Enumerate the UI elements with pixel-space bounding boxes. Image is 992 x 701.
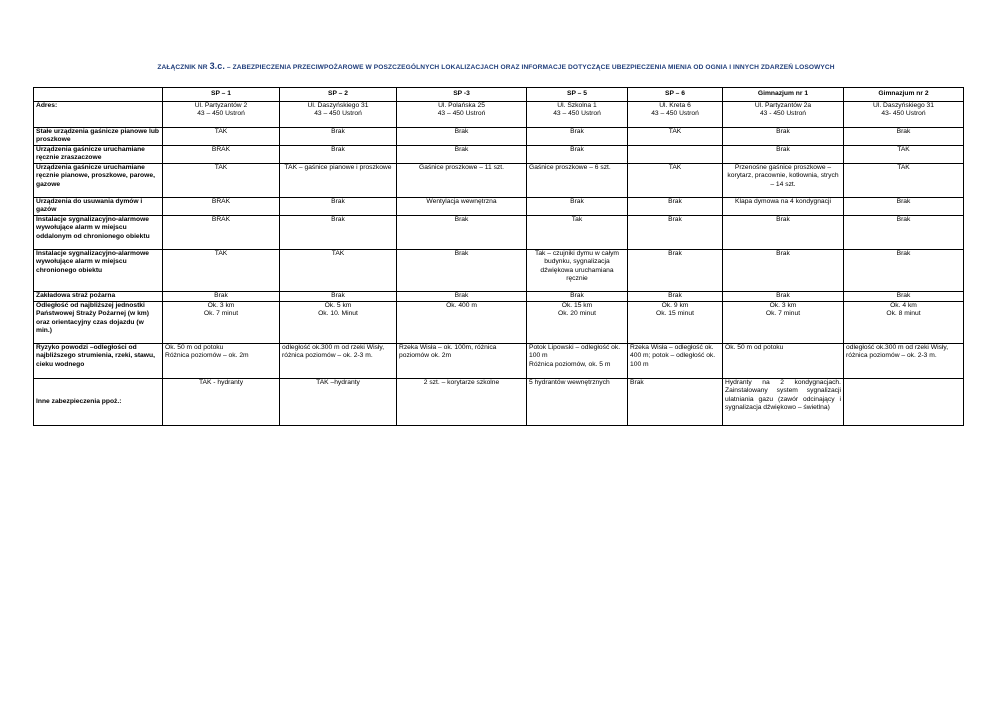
table-cell (844, 379, 964, 426)
table-cell: Brak (527, 198, 628, 216)
table-cell: BRAK (163, 198, 280, 216)
row-label: Zakładowa straż pożarna (34, 292, 163, 302)
title-number: 3.c. (209, 61, 225, 71)
row-label: Urządzenia gaśnicze uruchamiane ręcznie zraszaczowe (34, 146, 163, 164)
table-cell: Brak (397, 292, 527, 302)
table-cell: Przenośne gaśnice proszkowe – korytarz, pracownie, kotłownia, strych – 14 szt. (723, 164, 844, 198)
address-row (34, 102, 964, 128)
table-cell: Brak (844, 216, 964, 250)
table-cell: Brak (723, 146, 844, 164)
address-cell: Ul. Kreta 6 43 – 450 Ustroń (628, 102, 723, 128)
col-sp3: SP -3 (397, 88, 527, 102)
address-cell: Ul. Daszyńskiego 31 43 – 450 Ustroń (280, 102, 397, 128)
table-row (34, 164, 964, 198)
table-cell: TAK (844, 164, 964, 198)
page-title (0, 61, 992, 71)
table-cell: Rzeka Wisła – odległość ok. 400 m; potok – odległość ok. 100 m (628, 344, 723, 379)
table-cell: Brak (844, 198, 964, 216)
table-row (34, 146, 964, 164)
table-cell: Brak (280, 216, 397, 250)
row-label: Adres: (34, 102, 163, 128)
table-cell: Ok. 50 m od potoku Różnica poziomów – ok. 2m (163, 344, 280, 379)
table-cell: Brak (527, 128, 628, 146)
table-cell: Rzeka Wisła – ok. 100m, różnica poziomów ok. 2m (397, 344, 527, 379)
table-row (34, 302, 964, 344)
table-cell: Ok. 4 km Ok. 8 minut (844, 302, 964, 344)
table-cell: odległość ok.300 m od rzeki Wisły, różnica poziomów – ok. 2-3 m. (280, 344, 397, 379)
col-sp6: SP – 6 (628, 88, 723, 102)
table-cell: 2 szt. – korytarze szkolne (397, 379, 527, 426)
table-cell: Gaśnice proszkowe – 11 szt. (397, 164, 527, 198)
table-cell: TAK (163, 250, 280, 292)
table-cell: Hydranty na 2 kondygnacjach. Zainstalowany system sygnalizacji ulatniania gazu (zawór odcinający i sygnalizacja dźwiękowo – świetlna) (723, 379, 844, 426)
table-cell: Brak (628, 198, 723, 216)
table-cell: Ok. 15 km Ok. 20 minut (527, 302, 628, 344)
table-cell: Potok Lipowski – odległość ok. 100 m Różnica poziomów, ok. 5 m (527, 344, 628, 379)
header-row (34, 88, 964, 102)
table-cell: Ok. 5 km Ok. 10. Minut (280, 302, 397, 344)
table-cell: 5 hydrantów wewnętrznych (527, 379, 628, 426)
address-cell: Ul. Daszyńskiego 31 43- 450 Ustroń (844, 102, 964, 128)
row-label: Stałe urządzenia gaśnicze pianowe lub proszkowe (34, 128, 163, 146)
table-cell: Ok. 3 km Ok. 7 minut (163, 302, 280, 344)
table-cell: Brak (723, 292, 844, 302)
title-prefix: ZAŁĄCZNIK NR (157, 64, 210, 71)
table-row (34, 292, 964, 302)
table-cell: Brak (397, 128, 527, 146)
table-row (34, 198, 964, 216)
table-row (34, 379, 964, 426)
table-cell: TAK –hydranty (280, 379, 397, 426)
table-cell: odległość ok.300 m od rzeki Wisły, różnica poziomów – ok. 2-3 m. (844, 344, 964, 379)
address-cell: Ul. Szkolna 1 43 – 450 Ustroń (527, 102, 628, 128)
table-cell: Brak (397, 250, 527, 292)
table-cell: TAK (628, 128, 723, 146)
row-label: Ryzyko powodzi –odległości od najbliższego strumienia, rzeki, stawu, cieku wodnego (34, 344, 163, 379)
table-cell: Klapa dymowa na 4 kondygnacji (723, 198, 844, 216)
address-cell: Ul. Polańska 25 43 – 450 Ustroń (397, 102, 527, 128)
table-cell: Brak (628, 292, 723, 302)
row-label: Odległość od najbliższej jednostki Państwowej Straży Pożarnej (w km) oraz orientacyjny czas dojazdu (w min.) (34, 302, 163, 344)
table-cell: Brak (628, 250, 723, 292)
table-cell: TAK (163, 164, 280, 198)
row-label: Urządzenia do usuwania dymów i gazów (34, 198, 163, 216)
col-gim1: Gimnazjum nr 1 (723, 88, 844, 102)
header-empty (34, 88, 163, 102)
table-cell: Tak – czujniki dymu w całym budynku, sygnalizacja dźwiękowa uruchamiana ręcznie (527, 250, 628, 292)
table-cell: Brak (723, 128, 844, 146)
address-cell: Ul. Partyzantów 2 43 – 450 Ustroń (163, 102, 280, 128)
row-label: Instalacje sygnalizacyjno-alarmowe wywołujące alarm w miejscu oddalonym od chronionego obiektu (34, 216, 163, 250)
fire-protection-table (33, 87, 964, 426)
table-cell: BRAK (163, 216, 280, 250)
table-cell: Brak (723, 250, 844, 292)
row-label: Instalacje sygnalizacyjno-alarmowe wywołujące alarm w miejscu chronionego obiektu (34, 250, 163, 292)
col-gim2: Gimnazjum nr 2 (844, 88, 964, 102)
table-cell: Ok. 400 m (397, 302, 527, 344)
col-sp1: SP – 1 (163, 88, 280, 102)
row-label: Inne zabezpieczenia ppoż.: (34, 379, 163, 426)
table-cell: Brak (163, 292, 280, 302)
col-sp2: SP – 2 (280, 88, 397, 102)
table-cell: TAK (163, 128, 280, 146)
table-cell: Brak (280, 292, 397, 302)
table-cell: Brak (280, 128, 397, 146)
table-cell: TAK (844, 146, 964, 164)
table-cell: TAK - hydranty (163, 379, 280, 426)
table-row (34, 128, 964, 146)
table-cell: TAK – gaśnice pianowe i proszkowe (280, 164, 397, 198)
table-cell: TAK (628, 164, 723, 198)
table-cell: Brak (397, 216, 527, 250)
table-cell (628, 146, 723, 164)
table-cell: Brak (844, 292, 964, 302)
table-cell: Brak (628, 379, 723, 426)
table-row (34, 216, 964, 250)
table-cell: BRAK (163, 146, 280, 164)
table-cell: Brak (723, 216, 844, 250)
table-row (34, 344, 964, 379)
table-cell: Ok. 50 m od potoku (723, 344, 844, 379)
table-cell: Ok. 9 km Ok. 15 minut (628, 302, 723, 344)
address-cell: Ul. Partyzantów 2a 43 - 450 Ustroń (723, 102, 844, 128)
col-sp5: SP – 5 (527, 88, 628, 102)
table-cell: Brak (280, 146, 397, 164)
table-cell: Tak (527, 216, 628, 250)
table-cell: Brak (844, 250, 964, 292)
table-cell: Brak (527, 292, 628, 302)
table-cell: Gaśnice proszkowe – 6 szt. (527, 164, 628, 198)
table-cell: Brak (527, 146, 628, 164)
table-cell: Brak (397, 146, 527, 164)
table-cell: Brak (280, 198, 397, 216)
table-row (34, 250, 964, 292)
table-cell: Wentylacja wewnętrzna (397, 198, 527, 216)
table-cell: Brak (628, 216, 723, 250)
table-cell: TAK (280, 250, 397, 292)
table-cell: Brak (844, 128, 964, 146)
row-label: Urządzenia gaśnicze uruchamiane ręcznie pianowe, proszkowe, parowe, gazowe (34, 164, 163, 198)
table-cell: Ok. 3 km Ok. 7 minut (723, 302, 844, 344)
title-suffix: – ZABEZPIECZENIA PRZECIWPOŻAROWE W POSZCZEGÓLNYCH LOKALIZACJACH ORAZ INFORMACJE DOTYCZĄCE UBEZPIECZENIA MIENIA OD OGNIA I INNYCH ZDARZEŃ LOSOWYCH (225, 64, 835, 71)
